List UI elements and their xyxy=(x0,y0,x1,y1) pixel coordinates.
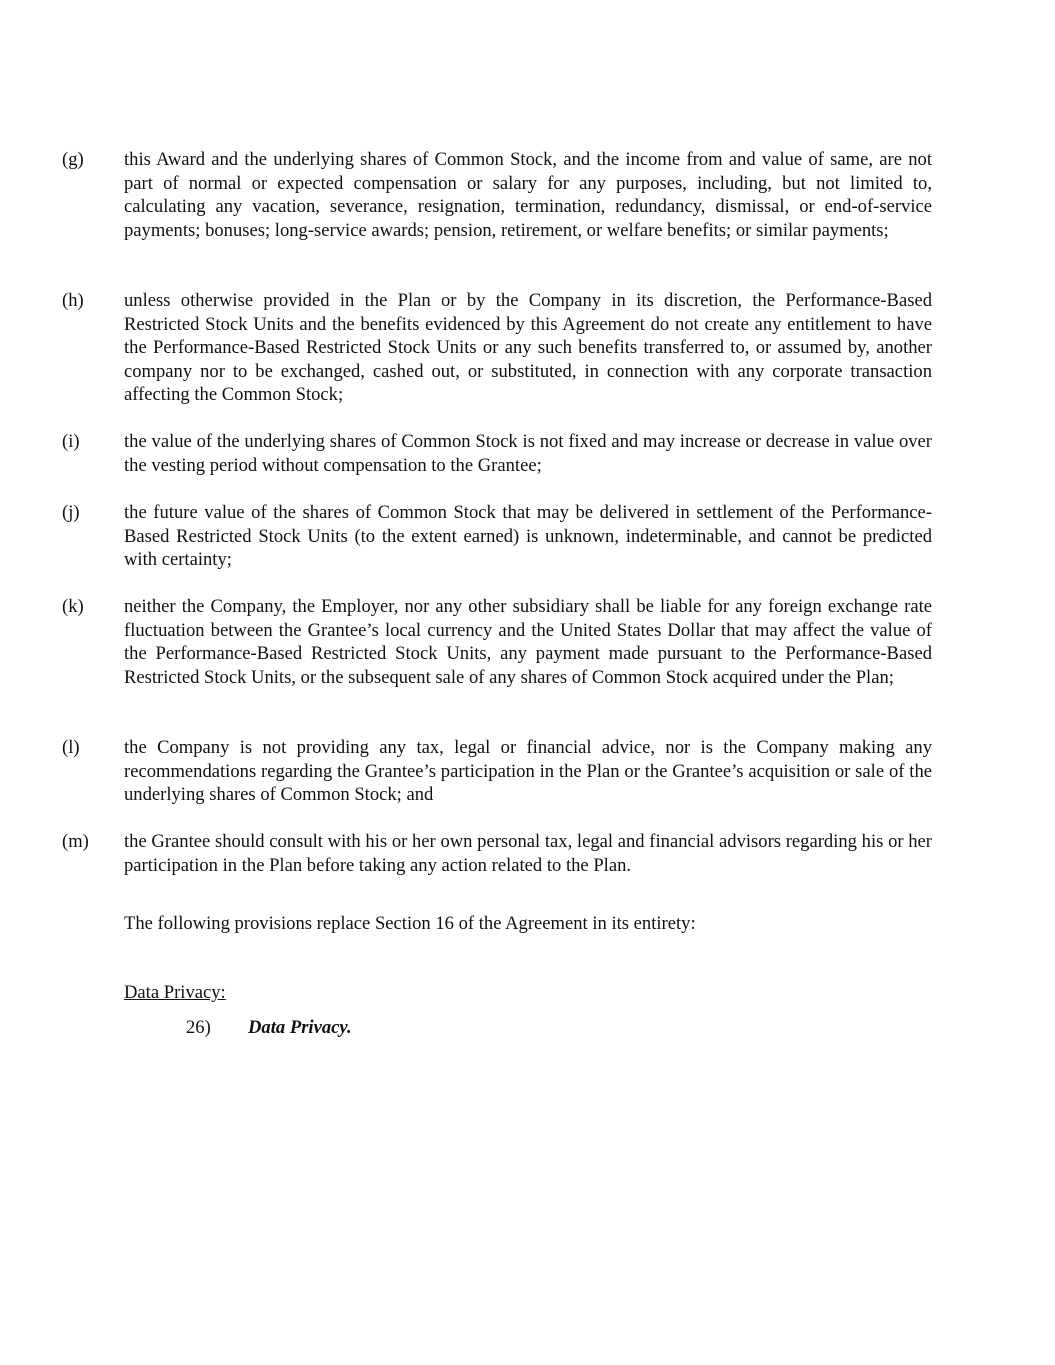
clause-l xyxy=(62,736,932,807)
clause-text: the future value of the shares of Common Stock that may be delivered in settlement of the Performance-Based Restricted Stock Units (to the extent earned) is unknown, indeterminable, and cannot be predicted with certainty; xyxy=(124,502,932,570)
clause-text: neither the Company, the Employer, nor any other subsidiary shall be liable for any foreign exchange rate fluctuation between the Grantee’s local currency and the United States Dollar that may affect the value of the Performance-Based Restricted Stock Units, any payment made pursuant to the Performance-Based Restricted Stock Units, or the subsequent sale of any shares of Common Stock acquired under the Plan; xyxy=(124,596,932,688)
clause-j xyxy=(62,501,932,572)
clause-marker: (k) xyxy=(62,596,84,617)
intro-paragraph: The following provisions replace Section 16 of the Agreement in its entirety: xyxy=(124,913,696,934)
clause-text: the Company is not providing any tax, legal or financial advice, nor is the Company making any recommendations regarding the Grantee’s participation in the Plan or the Grantee’s acquisition or sale of the underlying shares of Common Stock; and xyxy=(124,737,932,805)
numbered-section xyxy=(186,1016,352,1040)
clause-text: the Grantee should consult with his or her own personal tax, legal and financial advisors regarding his or her participation in the Plan before taking any action related to the Plan. xyxy=(124,831,932,876)
section-heading: Data Privacy. xyxy=(248,1017,352,1038)
clause-marker: (l) xyxy=(62,737,80,758)
clause-i xyxy=(62,430,932,477)
clause-marker: (m) xyxy=(62,831,89,852)
clause-marker: (j) xyxy=(62,502,80,523)
clause-g xyxy=(62,148,932,242)
clause-m xyxy=(62,830,932,877)
section-label: Data Privacy: xyxy=(124,982,226,1003)
clause-marker: (g) xyxy=(62,149,84,170)
clause-h xyxy=(62,289,932,407)
section-number: 26) xyxy=(186,1017,211,1038)
clause-marker: (i) xyxy=(62,431,80,452)
clause-k xyxy=(62,595,932,689)
clause-marker: (h) xyxy=(62,290,84,311)
clause-text: this Award and the underlying shares of Common Stock, and the income from and value of same, are not part of normal or expected compensation or salary for any purposes, including, but not limited to, calculating any vacation, severance, resignation, termination, redundancy, dismissal, or end-of-service payments; bonuses; long-service awards; pension, retirement, or welfare benefits; or similar payments; xyxy=(124,149,932,241)
clause-text: unless otherwise provided in the Plan or by the Company in its discretion, the Performance-Based Restricted Stock Units and the benefits evidenced by this Agreement do not create any entitlement to have the Performance-Based Restricted Stock Units or any such benefits transferred to, or assumed by, another company nor to be exchanged, cashed out, or substituted, in connection with any corporate transaction affecting the Common Stock; xyxy=(124,290,932,405)
clause-text: the value of the underlying shares of Common Stock is not fixed and may increase or decrease in value over the vesting period without compensation to the Grantee; xyxy=(124,431,932,476)
